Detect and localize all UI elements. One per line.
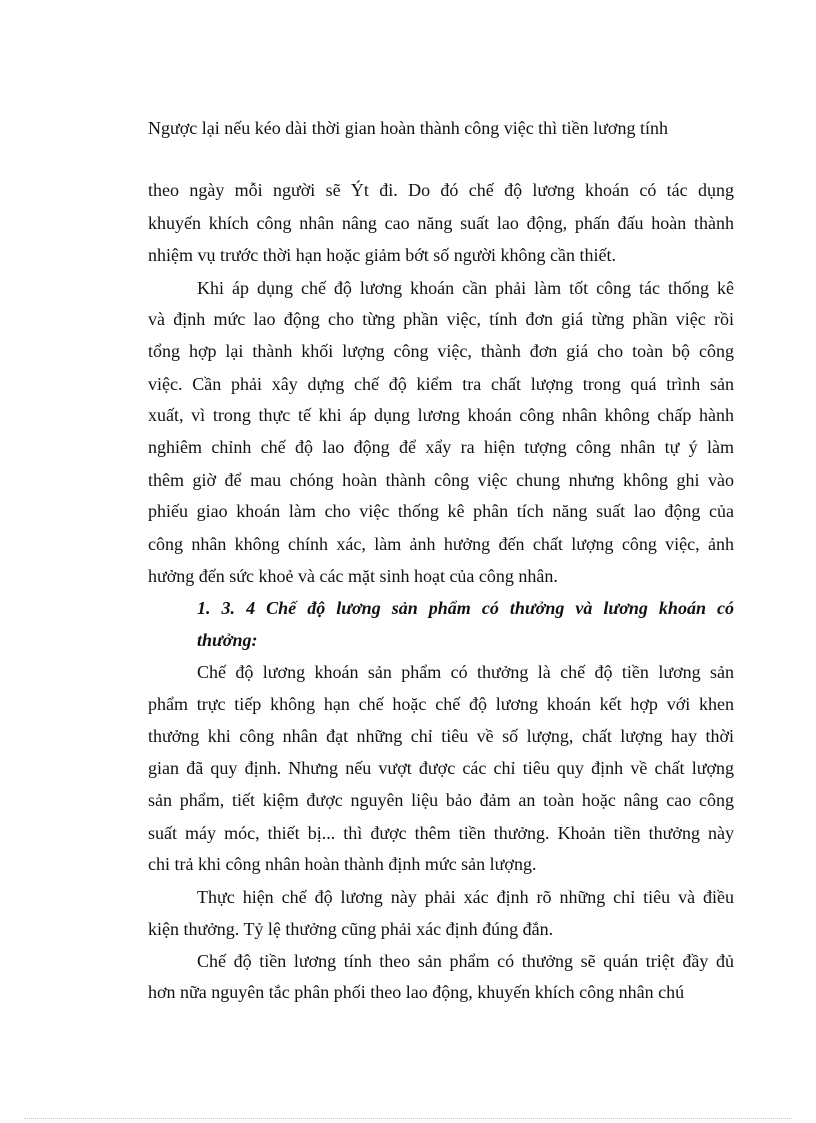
text-line: nghiêm chỉnh chế độ lao động để xẩy ra hiện tượng công nhân tự ý làm [148, 437, 734, 457]
section-heading-continued: thưởng: [197, 630, 258, 650]
text-line: và định mức lao động cho từng phần việc, tính đơn giá từng phần việc rồi [148, 309, 734, 329]
text-line: hưởng đến sức khoẻ và các mặt sinh hoạt của công nhân. [148, 566, 558, 586]
section-heading: 1. 3. 4 Chế độ lương sản phẩm có thưởng và lương khoán có [197, 598, 734, 618]
text-line: việc. Cần phải xây dựng chế độ kiểm tra chất lượng trong quá trình sản [148, 374, 734, 394]
text-line: Chế độ tiền lương tính theo sản phẩm có thưởng sẽ quán triệt đầy đủ [197, 951, 734, 971]
text-line: theo ngày mỗi người sẽ Ýt đi. Do đó chế độ lương khoán có tác dụng [148, 180, 734, 200]
text-line: chi trả khi công nhân hoàn thành định mức sản lượng. [148, 854, 537, 874]
page-footer-divider [24, 1118, 792, 1119]
text-line: hơn nữa nguyên tắc phân phối theo lao động, khuyến khích công nhân chú [148, 982, 685, 1002]
text-line: Khi áp dụng chế độ lương khoán cần phải làm tốt công tác thống kê [197, 278, 734, 298]
text-line: Chế độ lương khoán sản phẩm có thưởng là chế độ tiền lương sản [197, 662, 734, 682]
text-line: sản phẩm, tiết kiệm được nguyên liệu bảo đảm an toàn hoặc nâng cao công [148, 790, 734, 810]
text-line: Thực hiện chế độ lương này phải xác định rõ những chỉ tiêu và điều [197, 887, 734, 907]
text-line: phẩm trực tiếp không hạn chế hoặc chế độ lương khoán kết hợp với khen [148, 694, 734, 714]
text-line: Ngược lại nếu kéo dài thời gian hoàn thành công việc thì tiền lương tính [148, 118, 668, 138]
text-line: thưởng khi công nhân đạt những chỉ tiêu về số lượng, chất lượng hay thời [148, 726, 734, 746]
text-line: phiếu giao khoán làm cho việc thống kê phân tích năng suất lao động của [148, 501, 734, 521]
text-line: suất máy móc, thiết bị... thì được thêm tiền thưởng. Khoản tiền thưởng này [148, 823, 734, 843]
text-line: tổng hợp lại thành khối lượng công việc, thành đơn giá cho toàn bộ công [148, 341, 734, 361]
text-line: kiện thưởng. Tỷ lệ thưởng cũng phải xác định đúng đắn. [148, 919, 554, 939]
text-line: công nhân không chính xác, làm ảnh hưởng đến chất lượng công việc, ảnh [148, 534, 734, 554]
text-line: nhiệm vụ trước thời hạn hoặc giảm bớt số người không cần thiết. [148, 245, 616, 265]
text-line: gian đã quy định. Nhưng nếu vượt được các chỉ tiêu quy định về chất lượng [148, 758, 734, 778]
text-line: thêm giờ để mau chóng hoàn thành công việc chung nhưng không ghi vào [148, 470, 734, 490]
text-line: khuyến khích công nhân nâng cao năng suất lao động, phấn đấu hoàn thành [148, 213, 734, 233]
text-line: xuất, vì trong thực tế khi áp dụng lương khoán công nhân không chấp hành [148, 405, 734, 425]
